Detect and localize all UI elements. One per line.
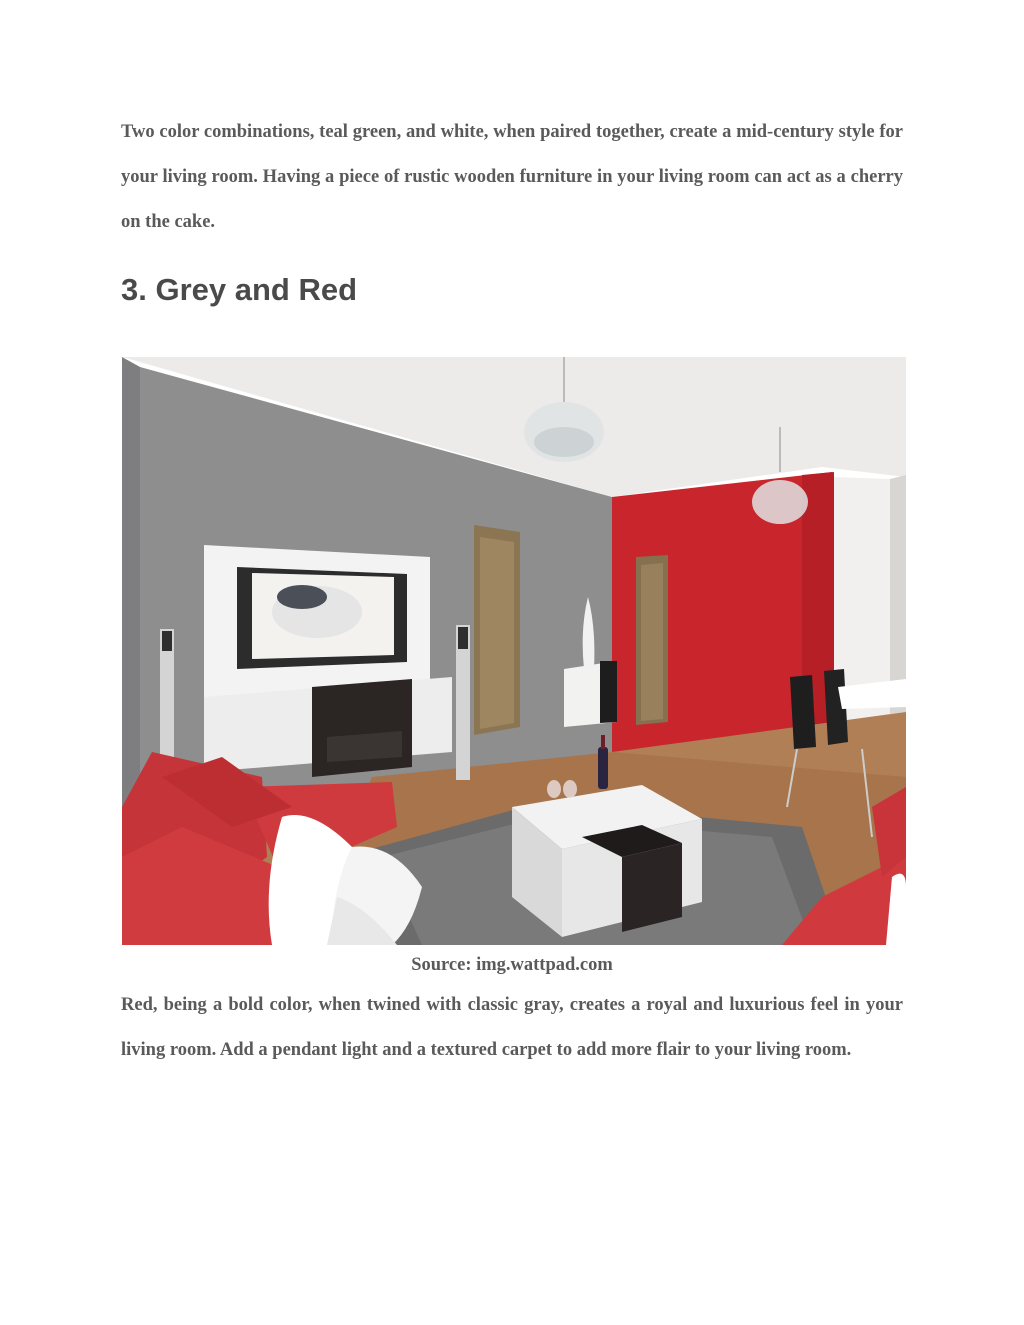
image-caption: Source: img.wattpad.com	[411, 955, 613, 975]
intro-paragraph: Two color combinations, teal green, and white, when paired together, create a mid-century style for your living room. Having a piece of rustic wooden furniture in your living room can act as a cherry on the cake.	[121, 122, 903, 232]
section-heading: 3. Grey and Red	[121, 272, 358, 307]
body-paragraph: Red, being a bold color, when twined with classic gray, creates a royal and luxurious feel in your living room. Add a pendant light and a textured carpet to add more flair to your living room.	[121, 995, 903, 1060]
living-room-photo	[122, 357, 906, 945]
